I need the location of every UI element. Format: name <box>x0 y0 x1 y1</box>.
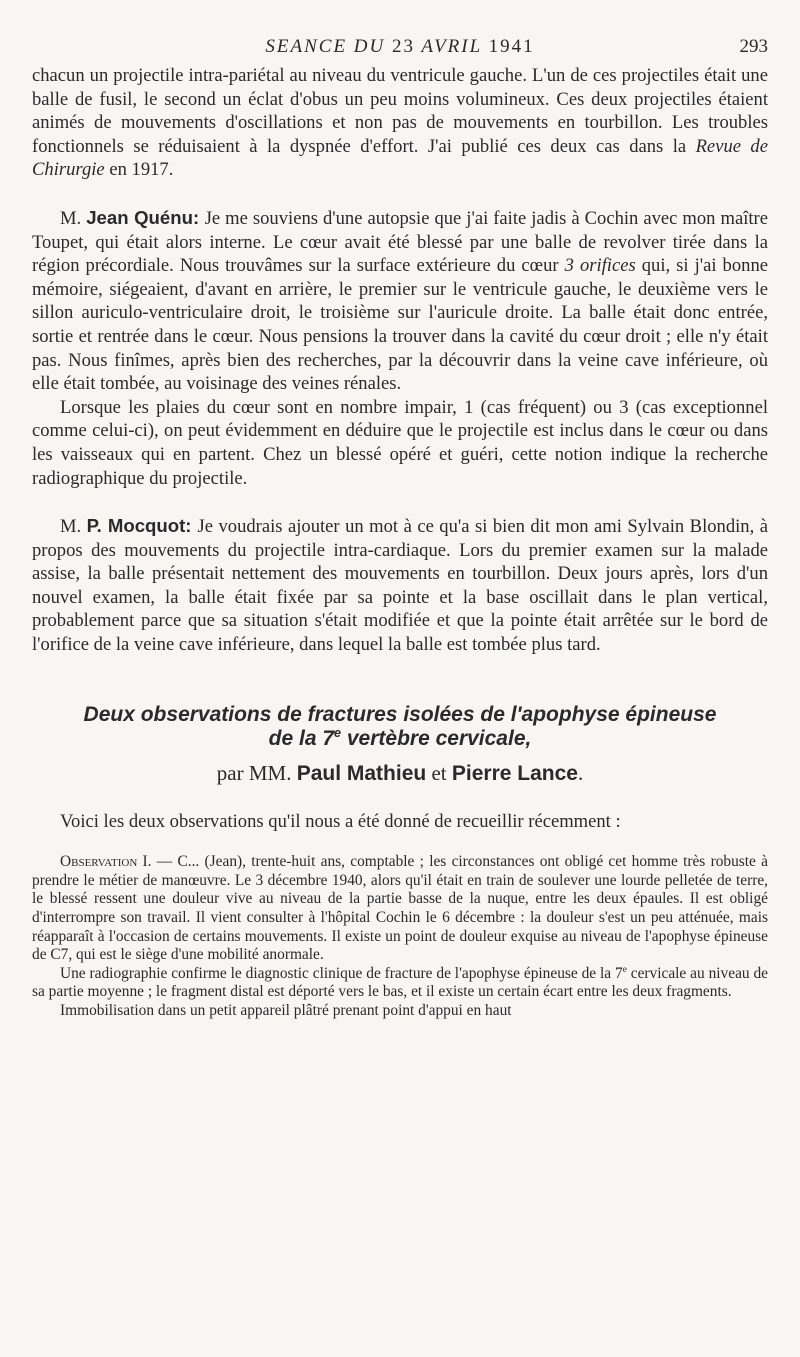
paragraph-intro: Voici les deux observations qu'il nous a été donné de recueillir récemment : <box>60 810 621 832</box>
article-byline <box>32 761 768 786</box>
obs-text-a: — C... (Jean), trente-huit ans, comptable ; les circonstances ont obligé cet homme très robuste à prendre le métier de manœuvre. Le 3 décembre 1940, alors qu'il était en train de soulever une lourde pelletée de terre, le blessé ressent une douleur vive au niveau de la partie basse de la nuque, entre les deux épaules. Il est obligé d'interrompre son travail. Il vient consulter à l'hôpital Cochin le 6 décembre : la douleur s'est un peu atténuée, mais réapparaît à l'occasion de certains mouvements. Il existe un point de douleur exquise au niveau de l'apophyse épineuse de C7, qui est le siège d'une mobilité anormale. <box>32 853 768 964</box>
p2-text-a: Je me souviens d'une autopsie que j'ai faite jadis à Cochin avec mon maître Toupet, qui était alors interne. Le cœur avait été blessé par une balle de revolver tirée dans la région précordiale. Nous trouvâmes sur la surface extérieure du cœur <box>32 207 768 277</box>
author-2: Pierre Lance <box>451 761 578 785</box>
journal-title: Revue de Chirurgie <box>32 135 768 181</box>
obs-text-b1: Une radiographie confirme le diagnostic clinique de fracture de l'apophyse épineuse de la 7 <box>60 964 623 982</box>
observation-block <box>32 853 768 1020</box>
article-title-line-1: Deux observations de fractures isolées de l'apophyse épineuse <box>83 702 717 726</box>
p1-text-b: en 1917. <box>104 159 174 181</box>
speaker-colon: : <box>192 206 205 228</box>
article-title-line-2 <box>32 727 768 751</box>
speaker-prefix: M. <box>60 207 87 229</box>
obs-text-b2: cervicale au niveau de sa partie moyenne ; le fragment distal est déporté vers le bas, et il existe un certain écart entre les deux fragments. <box>32 964 769 1001</box>
byline-period: . <box>577 760 584 785</box>
intro-text <box>32 810 768 834</box>
header-title-day: 23 <box>392 36 415 57</box>
header-title-prefix: SEANCE DU <box>265 36 392 57</box>
paragraph-quenu <box>32 206 768 396</box>
byline-and: et <box>426 760 452 785</box>
article-title <box>32 703 768 751</box>
observation-1-para-b <box>32 965 768 1002</box>
speaker-name-mocquot: P. Mocquot <box>86 515 186 537</box>
p1-text-a: chacun un projectile intra-pariétal au niveau du ventricule gauche. L'un de ces projectiles était une balle de fusil, le second un éclat d'obus un peu moins volumineux. Ces deux projectiles étaient animés de mouvements d'oscillations et non pas de mouvements en tourbillon. Les troubles fonctionnels se réduisaient à la dyspnée d'effort. J'ai publié ces deux cas dans la <box>32 65 768 157</box>
orifices-emphasis: 3 orifices <box>564 255 636 277</box>
p2-text-b: qui, si j'ai bonne mémoire, siégeaient, d'avant en arrière, le premier sur le ventricule gauche, le deuxième vers le sillon auriculo-ventriculaire droit, le troisième sur l'auricule droite. La balle était donc entrée, sortie et rentrée dans le cœur. Nous pensions la trouver dans la cavité du cœur droit ; elle n'y était pas. Nous finîmes, après bien des recherches, par la découvrir dans la veine cave inférieure, où elle était tombée, au voisinage des veines rénales. <box>32 255 768 395</box>
observation-label: Observation I. <box>60 853 152 871</box>
title-line-2a: de la 7 <box>268 726 335 750</box>
speaker-name-quenu: Jean Quénu <box>86 206 193 228</box>
page <box>32 36 768 1021</box>
title-sup: e <box>334 725 342 740</box>
speaker-colon: : <box>185 515 198 537</box>
speaker-prefix: M. <box>60 516 87 538</box>
paragraph-3: Lorsque les plaies du cœur sont en nombre impair, 1 (cas fréquent) ou 3 (cas exceptionnel comme celui-ci), on peut évidemment en déduire que le projectile est inclus dans le cœur ou dans les vaisseaux qui en partent. Chez un blessé opéré et guéri, cette notion indique la recherche radiographique du projectile. <box>32 396 768 489</box>
observation-1-para-a <box>32 853 768 965</box>
header-title <box>32 36 768 58</box>
running-header <box>32 36 768 64</box>
main-text <box>32 64 768 657</box>
p4-text: Je voudrais ajouter un mot à ce qu'a si bien dit mon ami Sylvain Blondin, à propos des mouvements du projectile intra-cardiaque. Lors du premier examen sur la malade assise, la balle présentait nettement des mouvements en tourbillon. Deux jours après, lors d'un nouvel examen, la balle était fixée par sa pointe et la base oscillait dans le plan vertical, probablement parce que sa situation s'était modifiée et que la pointe était arrêtée sur le bord de l'orifice de la veine cave inférieure, dans lequel la balle est tombée plus tard. <box>32 516 768 656</box>
observation-1-para-c: Immobilisation dans un petit appareil plâtré prenant point d'appui en haut <box>60 1002 512 1019</box>
byline-prefix: par MM. <box>216 760 297 785</box>
page-number: 293 <box>739 36 768 57</box>
header-title-month: AVRIL <box>415 36 489 57</box>
paragraph-1 <box>32 64 768 182</box>
title-line-2b: vertèbre cervicale, <box>341 726 532 750</box>
author-1: Paul Mathieu <box>296 761 427 785</box>
obs-sup: e <box>622 963 627 974</box>
header-title-year: 1941 <box>488 36 535 57</box>
paragraph-mocquot <box>32 514 768 657</box>
